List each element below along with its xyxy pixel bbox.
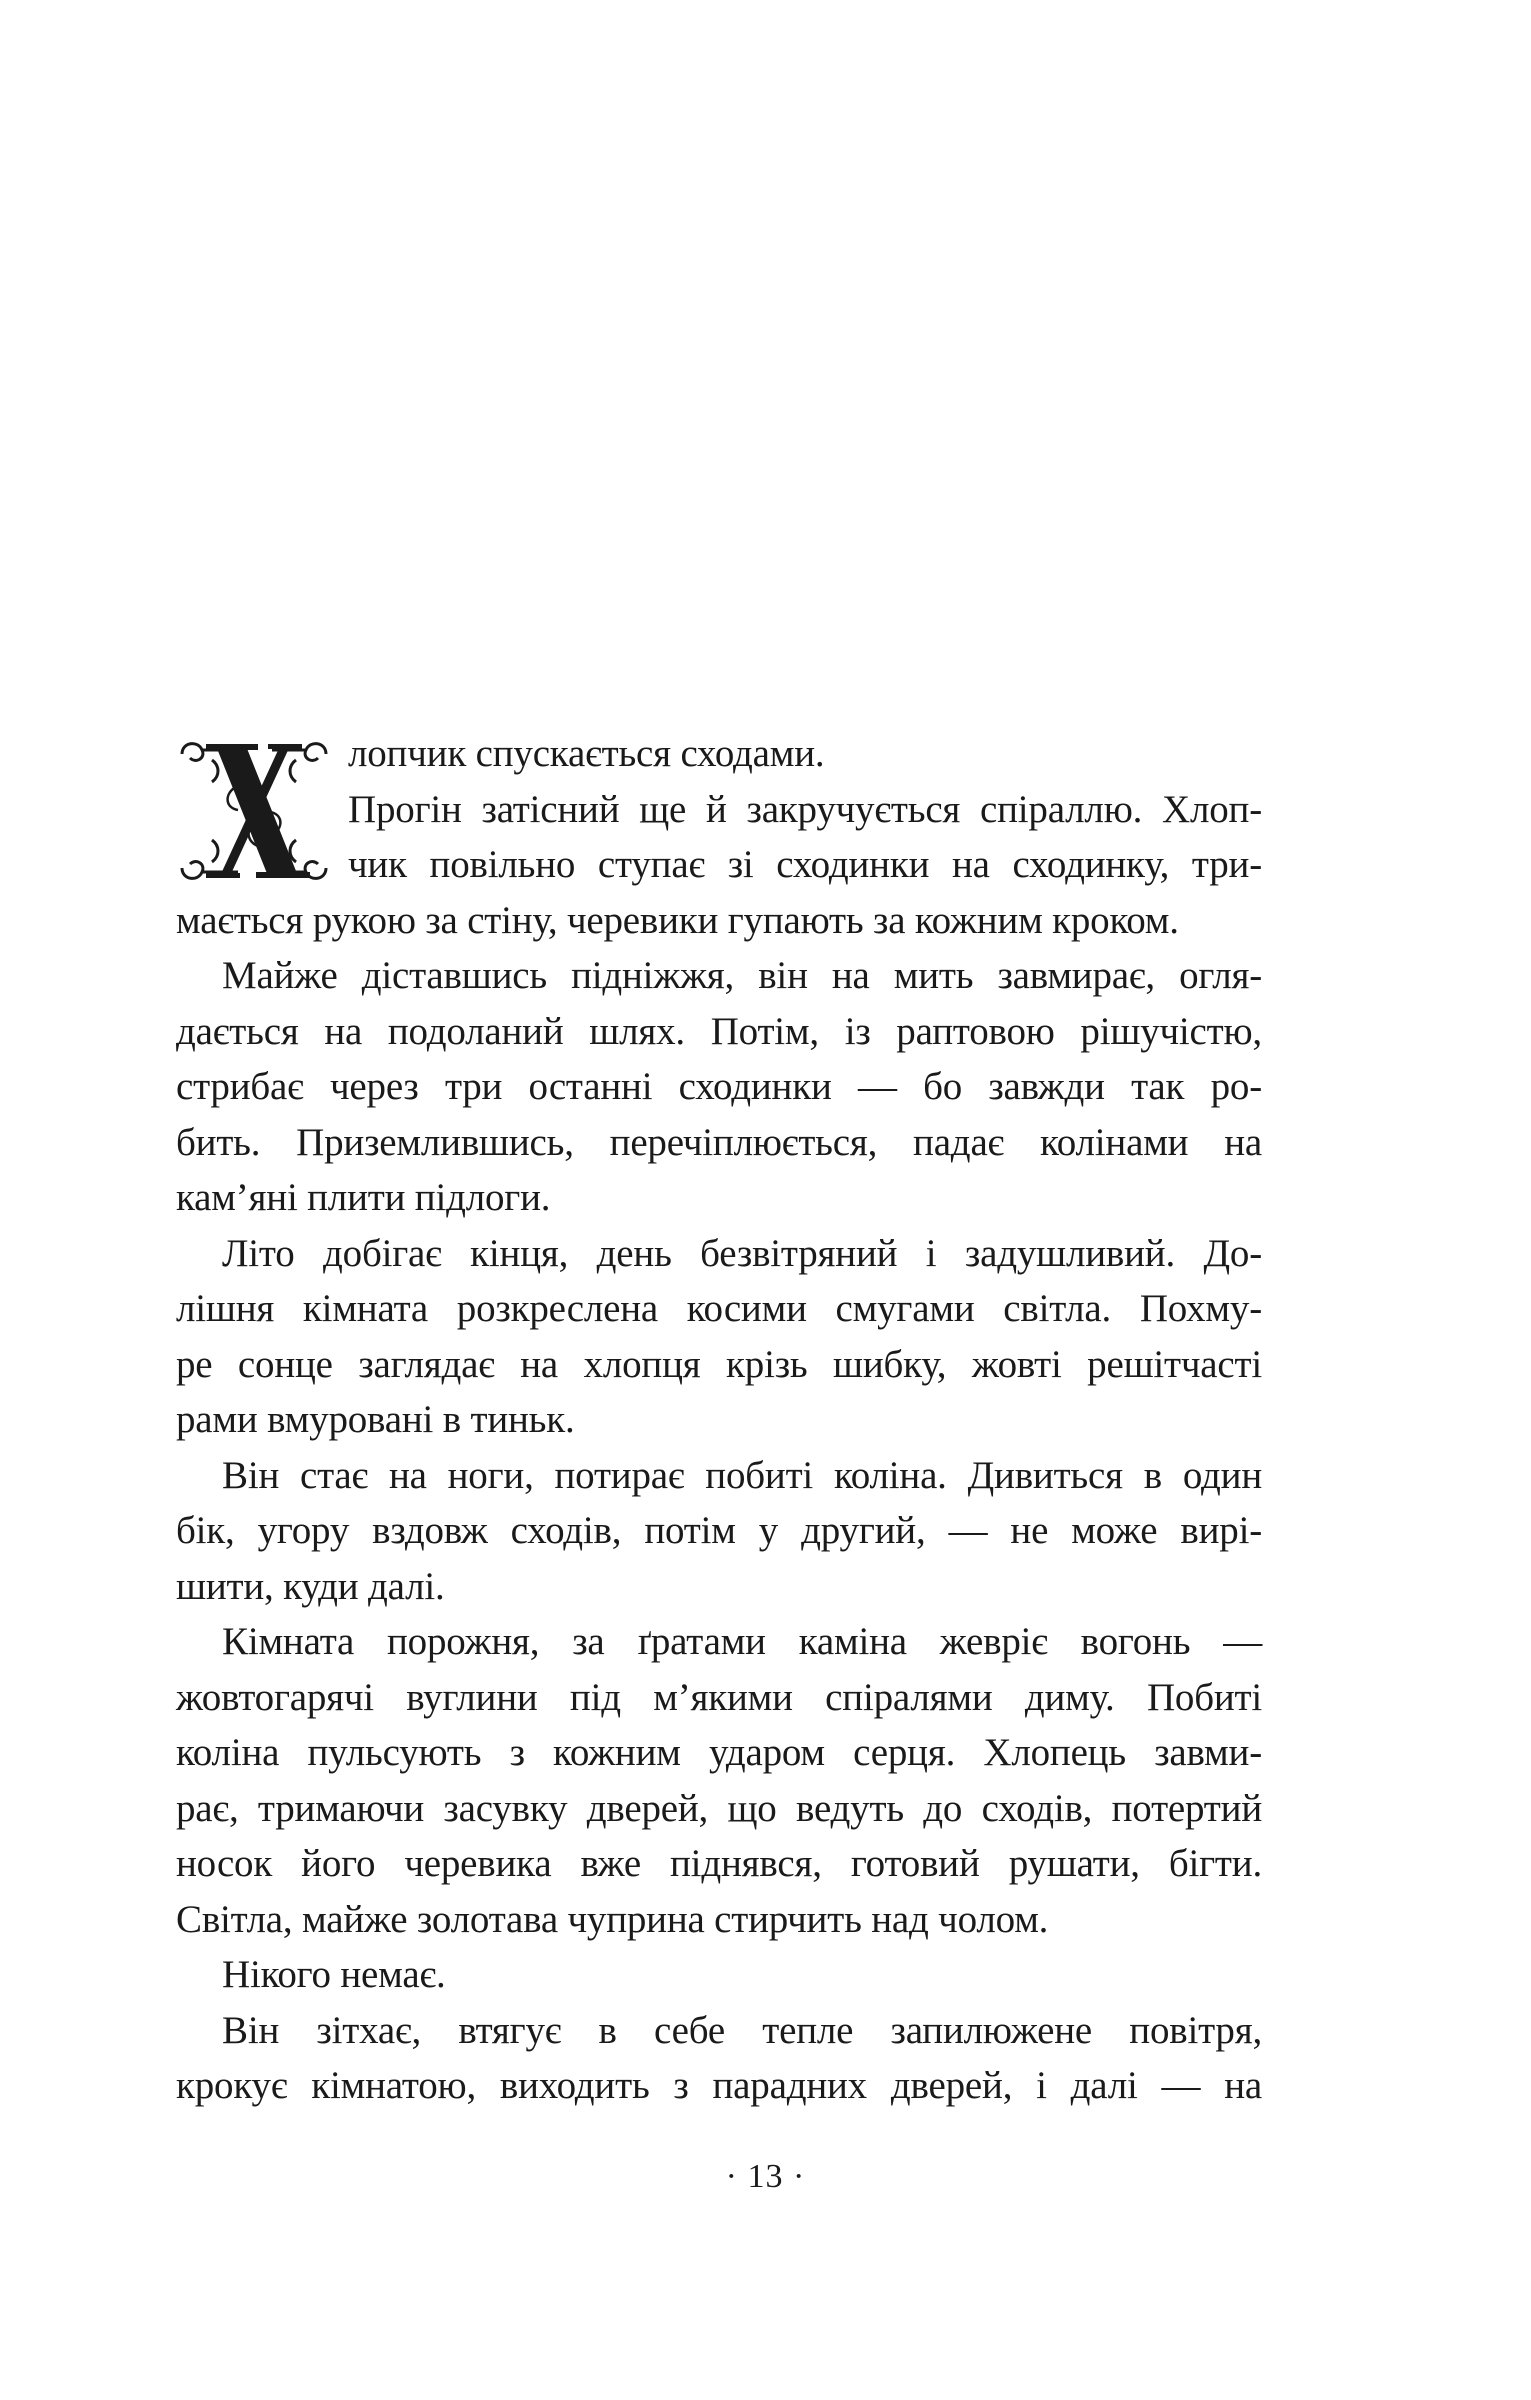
text-line: лішня кімната розкреслена косими смугами світла. Похму- [176, 1287, 1262, 1330]
paragraph [176, 1947, 1262, 2003]
text-line: шити, куди далі. [176, 1564, 445, 1608]
text-line: бить. Приземлившись, перечіплюється, падає колінами на [176, 1120, 1262, 1164]
paragraph [176, 726, 1262, 948]
text-line: Кімната порожня, за ґратами каміна жевріє вогонь — [222, 1620, 1262, 1663]
paragraph [176, 1226, 1262, 1448]
text-line: Він стає на ноги, потирає побиті коліна. Дивиться в один [222, 1453, 1262, 1497]
text-line: дається на подоланий шлях. Потім, із раптовою рішучістю, [176, 1009, 1262, 1053]
text-line: Майже діставшись підніжжя, він на мить завмирає, огля- [222, 954, 1262, 997]
body-text [176, 726, 1262, 2114]
text-line: рами вмуровані в тиньк. [176, 1398, 575, 1441]
text-line: кам’яні плити підлоги. [176, 1176, 551, 1219]
text-line: ре сонце заглядає на хлопця крізь шибку, жовті решітчасті [176, 1342, 1262, 1386]
paragraph [176, 2003, 1262, 2114]
text-line: Прогін затісний ще й закручується спіраллю. Хлоп- [348, 787, 1262, 831]
text-line: жовтогарячі вуглини під м’якими спіралями диму. Побиті [176, 1675, 1262, 1719]
text-line: Літо добігає кінця, день безвітряний і задушливий. До- [222, 1231, 1262, 1275]
text-line: мається рукою за стіну, черевики гупають за кожним кроком. [176, 898, 1179, 942]
text-line: Нікого немає. [222, 1953, 446, 1996]
text-line: стрибає через три останні сходинки — бо завжди так ро- [176, 1065, 1262, 1108]
text-line: Світла, майже золотава чуприна стирчить над чолом. [176, 1897, 1049, 1941]
text-line: рає, тримаючи засувку дверей, що ведуть до сходів, потертий [176, 1786, 1262, 1830]
page-number: · 13 · [725, 2158, 806, 2195]
text-line: крокує кімнатою, виходить з парадних дверей, і далі — на [176, 2064, 1262, 2107]
text-line: чик повільно ступає зі сходинки на сходинку, три- [348, 843, 1262, 886]
paragraph [176, 1614, 1262, 1947]
text-line: Він зітхає, втягує в себе тепле запилюжене повітря, [222, 2008, 1262, 2052]
text-line: коліна пульсують з кожним ударом серця. Хлопець завми- [176, 1731, 1262, 1774]
dropcap-ornament-letter [176, 736, 332, 886]
paragraph [176, 948, 1262, 1226]
paragraph [176, 1448, 1262, 1615]
text-line: бік, угору вздовж сходів, потім у другий, — не може вирі- [176, 1509, 1262, 1552]
text-line: лопчик спускається сходами. [348, 732, 825, 775]
text-line: носок його черевика вже піднявся, готовий рушати, бігти. [176, 1842, 1262, 1885]
